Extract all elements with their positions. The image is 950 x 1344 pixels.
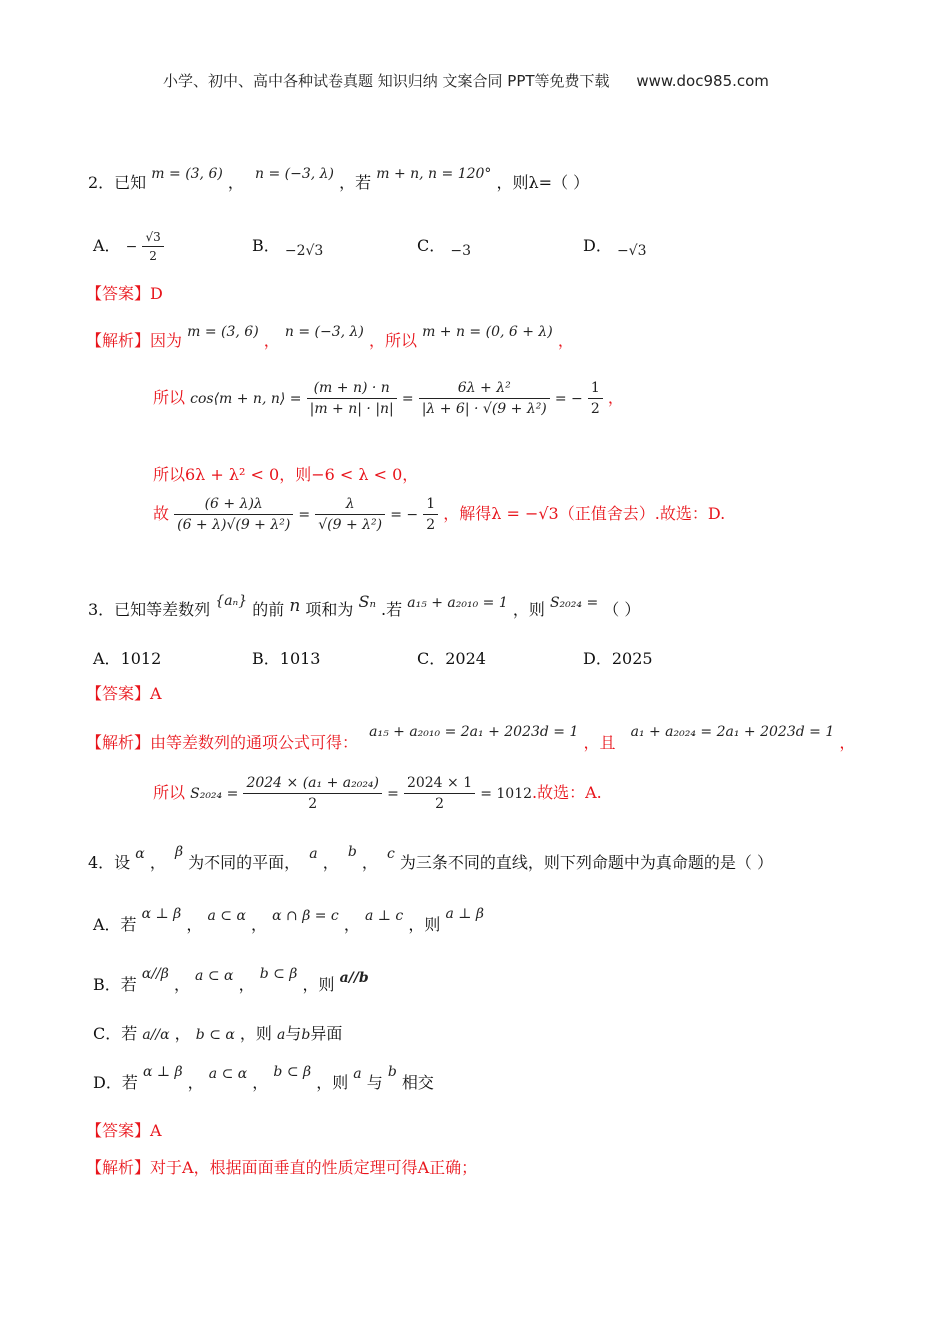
q2-sep2: ，若 [339, 173, 372, 192]
q4-option-a-p5: a ⊥ β [445, 906, 484, 922]
q3-seq: {aₙ} [215, 593, 248, 609]
q2-num: 2．已知 [88, 173, 147, 192]
q4-analysis-tag: 【解析】 [86, 1158, 151, 1177]
q4-option-d-s2: ， [252, 1073, 269, 1092]
q2-a1-end: ， [557, 331, 574, 350]
q2-answer-tag: 【答案】 [86, 284, 151, 303]
q3-option-a-label: A． [93, 649, 121, 668]
q4-option-d-s4: 与 [366, 1073, 383, 1092]
q4-c: c [386, 846, 395, 862]
q2-a2-frac2-num: 6λ + λ² [457, 380, 511, 396]
q2-analysis-line2 [153, 380, 624, 417]
q2-option-d-label: D． [583, 236, 612, 255]
q4-analysis [86, 1155, 477, 1178]
q3-answer-value: A [150, 684, 162, 703]
q4-stem [88, 844, 774, 873]
q2-analysis-line4 [153, 496, 725, 533]
q4-option-a-p3: α ∩ β = c [272, 908, 339, 924]
q3-a2-frac2-num: 2024 × 1 [406, 775, 473, 791]
q4-option-c-p2: b ⊂ α [195, 1027, 235, 1043]
q2-a4-frac2-den: √(9 + λ²) [315, 514, 385, 533]
q2-option-c [417, 233, 471, 259]
q3-option-d-value: 2025 [611, 649, 653, 668]
q2-angle: m + n, n = 120° [376, 166, 492, 182]
q4-option-c-s3: 与 [285, 1024, 302, 1043]
q3-option-a-value: 1012 [120, 649, 162, 668]
q2-a4-so: 故 [153, 504, 170, 523]
q2-a4-frac2 [315, 496, 385, 533]
q2-option-a-frac [142, 230, 163, 263]
q2-option-d-value: −√3 [616, 243, 647, 259]
q4-alpha: α [135, 846, 145, 862]
q3-a1-end: ， [839, 733, 856, 752]
q4-num: 4．设 [88, 853, 131, 872]
q4-option-b [93, 966, 369, 995]
q2-option-d [583, 233, 647, 259]
q2-a4-frac1-den: (6 + λ)√(9 + λ²) [174, 514, 293, 533]
q3-a1-text: 由等差数列的通项公式可得： [150, 733, 359, 752]
q2-analysis-line1 [86, 324, 574, 351]
q2-option-a-label: A． [93, 236, 121, 255]
q4-b: b [347, 844, 357, 860]
q2-a2-end: ， [607, 388, 624, 407]
q2-a4-frac3-num: 1 [426, 496, 436, 512]
q2-a1-because: 因为 [150, 331, 183, 350]
q4-option-a-p1: α ⊥ β [141, 906, 182, 922]
q2-a1-sum: m + n = (0, 6 + λ) [422, 324, 553, 340]
q3-a2-s: S₂₀₂₄ = [190, 786, 239, 802]
q2-analysis-line3: 所以6λ + λ² < 0，则−6 < λ < 0， [153, 465, 419, 484]
q3-option-d-label: D． [583, 649, 612, 668]
q4-a: a [309, 846, 318, 862]
q4-option-a-p2: a ⊂ α [207, 908, 246, 924]
q2-a2-eq1: = [401, 391, 414, 407]
q2-option-c-label: C． [417, 236, 446, 255]
q2-answer-value: D [150, 284, 163, 303]
q4-option-c-p4: b [301, 1027, 311, 1043]
q4-option-c-p3: a [277, 1027, 286, 1043]
q3-a2-so: 所以 [153, 783, 186, 802]
q2-option-b-value: −2√3 [284, 243, 324, 259]
q3-num: 3．已知等差数列 [88, 600, 211, 619]
q2-a2-frac3-num: 1 [590, 380, 600, 396]
q3-a2-tail: .故选：A. [532, 783, 602, 802]
q3-n: n [289, 596, 301, 616]
q2-a1-so: ，所以 [368, 331, 417, 350]
q4-c3: ， [361, 853, 378, 872]
q4-option-a-label: A．若 [93, 915, 137, 934]
q4-option-d-s1: ， [187, 1073, 204, 1092]
q4-option-a-s4: ，则 [408, 915, 441, 934]
q2-a4-frac3 [423, 496, 438, 533]
q4-mid2: 为三条不同的直线，则下列命题中为真命题的是（ ） [399, 853, 774, 872]
q3-option-b-label: B． [252, 649, 280, 668]
q2-a2-cos: cos⟨m + n, n⟩ = [190, 391, 302, 407]
q3-a2-eq: = [387, 786, 399, 802]
q3-analysis-line2 [153, 775, 602, 812]
q4-option-c [93, 1021, 342, 1044]
q2-option-a-den: 2 [142, 246, 163, 263]
q4-option-c-s1: ， [174, 1024, 191, 1043]
q2-m-def: m = (3, 6) [151, 166, 223, 182]
q4-analysis-text: 对于A，根据面面垂直的性质定理可得A正确； [150, 1158, 478, 1177]
q4-option-d-p5: b [387, 1064, 397, 1080]
q2-a4-eq1: = [298, 507, 311, 523]
q3-option-d [583, 646, 653, 669]
q2-a2-so: 所以 [153, 388, 186, 407]
q2-answer [86, 281, 163, 304]
q2-a2-frac2 [419, 380, 550, 417]
q4-option-a-s1: ， [186, 915, 203, 934]
q2-a4-frac1 [174, 496, 293, 533]
q3-stem [88, 592, 641, 620]
q2-option-a [93, 230, 164, 263]
page-header [163, 70, 769, 91]
q3-option-c-label: C． [417, 649, 446, 668]
q4-option-d-p2: a ⊂ α [208, 1066, 248, 1082]
q4-option-c-s2: ，则 [239, 1024, 272, 1043]
q4-option-b-s3: ，则 [302, 975, 335, 994]
q4-option-c-label: C．若 [93, 1024, 138, 1043]
q3-answer-tag: 【答案】 [86, 684, 151, 703]
q2-a2-eq2: = − [554, 391, 583, 407]
q3-analysis-tag: 【解析】 [86, 733, 151, 752]
q3-mid1: 的前 [252, 600, 285, 619]
q3-paren: （ ） [603, 600, 641, 619]
q2-option-b [252, 233, 324, 259]
q2-a4-frac2-num: λ [345, 496, 355, 512]
q4-option-b-label: B．若 [93, 975, 137, 994]
q3-ask: S₂₀₂₄ = [549, 595, 599, 611]
q4-answer-tag: 【答案】 [86, 1121, 151, 1140]
q4-option-d-p1: α ⊥ β [142, 1064, 183, 1080]
q2-a2-frac2-den: |λ + 6| · √(9 + λ²) [419, 398, 550, 417]
q2-a4-frac1-num: (6 + λ)λ [204, 496, 263, 512]
q3-cond: a₁₅ + a₂₀₁₀ = 1 [407, 595, 508, 611]
q4-option-d-s3: ，则 [316, 1073, 349, 1092]
q4-option-b-s2: ， [238, 975, 255, 994]
q4-option-d-label: D．若 [93, 1073, 138, 1092]
q2-a2-frac3 [588, 380, 603, 417]
q4-option-d-p3: b ⊂ β [273, 1064, 312, 1080]
q3-mid2: 项和为 [305, 600, 354, 619]
q4-option-d-s5: 相交 [401, 1073, 434, 1092]
q2-option-a-num: √3 [145, 230, 161, 244]
q4-beta: β [174, 844, 184, 860]
q2-option-a-sign: − [125, 239, 138, 255]
q4-c2: ， [322, 853, 339, 872]
q3-a1-eq1: a₁₅ + a₂₀₁₀ = 2a₁ + 2023d = 1 [369, 724, 579, 740]
q4-option-b-s1: ， [173, 975, 190, 994]
q3-a2-frac2-den: 2 [404, 793, 475, 812]
q3-a2-frac1 [243, 775, 382, 812]
q3-option-a [93, 646, 161, 669]
q2-a1-m: m = (3, 6) [187, 324, 259, 340]
q2-a4-frac3-den: 2 [423, 514, 438, 533]
q2-a1-comma: ， [263, 331, 280, 350]
q4-answer [86, 1118, 162, 1141]
q2-a4-eq2: = − [390, 507, 419, 523]
q2-sep1: ， [227, 173, 244, 192]
q2-a2-frac1-den: |m + n| · |n| [307, 398, 397, 417]
q3-option-c-value: 2024 [445, 649, 486, 668]
q4-option-a-s2: ， [251, 915, 268, 934]
q3-a1-eq2: a₁ + a₂₀₂₄ = 2a₁ + 2023d = 1 [630, 724, 835, 740]
q4-c1: ， [149, 853, 166, 872]
q2-a2-frac1 [307, 380, 397, 417]
q2-a1-n: n = (−3, λ) [284, 324, 364, 340]
q3-mid3: .若 [381, 600, 403, 619]
q4-option-b-p1: α//β [141, 966, 169, 982]
q3-a2-frac1-den: 2 [243, 793, 382, 812]
q2-option-c-value: −3 [450, 243, 471, 259]
q4-option-a-s3: ， [343, 915, 360, 934]
q2-n-def: n = (−3, λ) [255, 166, 335, 182]
q4-option-b-p2: a ⊂ α [195, 968, 234, 984]
q2-a2-frac1-num: (m + n) · n [313, 380, 390, 396]
q3-a2-frac2 [404, 775, 475, 812]
q3-a2-result: = 1012 [480, 786, 533, 802]
q2-tail: ，则λ=（ ） [496, 173, 590, 192]
q4-mid1: 为不同的平面， [188, 853, 301, 872]
q2-stem [88, 166, 590, 193]
q2-option-b-label: B． [252, 236, 280, 255]
q4-option-c-p1: a//α [142, 1027, 170, 1043]
q3-answer [86, 681, 162, 704]
q4-option-a-p4: a ⊥ c [364, 908, 404, 924]
header-site: www.doc985.com [636, 72, 769, 90]
q3-a2-frac1-num: 2024 × (a₁ + a₂₀₂₄) [246, 775, 380, 791]
q2-a2-frac3-den: 2 [588, 398, 603, 417]
q3-option-c [417, 646, 486, 669]
q3-option-b [252, 646, 320, 669]
q2-a4-tail: ，解得λ = −√3（正值舍去）.故选：D. [443, 504, 726, 523]
q4-option-b-p3: b ⊂ β [259, 966, 298, 982]
q4-option-d [93, 1064, 434, 1093]
q4-option-a [93, 906, 484, 935]
q2-analysis-tag: 【解析】 [86, 331, 151, 350]
header-text: 小学、初中、高中各种试卷真题 知识归纳 文案合同 PPT等免费下载 [163, 72, 610, 90]
q4-answer-value: A [150, 1121, 162, 1140]
q3-mid4: ，则 [512, 600, 545, 619]
q3-sn: Sₙ [358, 592, 376, 611]
q4-option-b-p4: a//b [339, 970, 369, 986]
q3-option-b-value: 1013 [279, 649, 321, 668]
q4-option-c-s4: 异面 [310, 1024, 343, 1043]
q4-option-d-p4: a [353, 1066, 362, 1082]
q3-a1-and: ，且 [583, 733, 616, 752]
q3-analysis-line1 [86, 724, 856, 753]
